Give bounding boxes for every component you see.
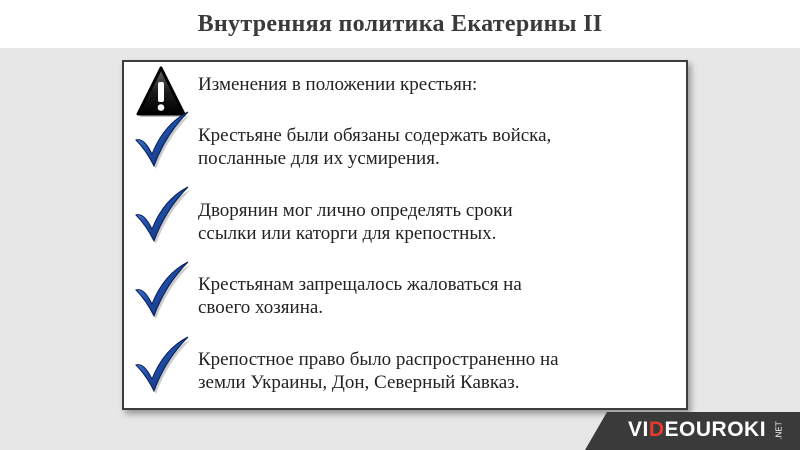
item-serfdom — [198, 348, 678, 394]
item-line: Дворянин мог лично определять сроки — [198, 200, 513, 221]
item-troops — [198, 124, 678, 170]
title-bar — [0, 0, 800, 48]
item-intro — [198, 73, 678, 96]
item-line: Крестьянам запрещалось жаловаться на — [198, 274, 522, 295]
checkmark-icon — [130, 258, 192, 320]
logo-text: VIDEOUROKI — [628, 418, 767, 441]
item-exile — [198, 199, 678, 245]
item-complaints — [198, 273, 678, 319]
checkmark-icon — [130, 333, 192, 395]
slide-title: Внутренняя политика Екатерины II — [197, 10, 603, 37]
item-line: ссылки или каторги для крепостных. — [198, 223, 497, 244]
item-line: своего хозяина. — [198, 297, 324, 318]
item-line: Изменения в положении крестьян: — [198, 74, 478, 95]
item-line: земли Украины, Дон, Северный Кавказ. — [198, 372, 520, 393]
item-line: Крепостное право было распространенно на — [198, 349, 559, 370]
item-line: посланные для их усмирения. — [198, 148, 440, 169]
checkmark-icon — [130, 108, 192, 170]
logo-suffix: .NET — [774, 421, 784, 440]
checkmark-icon — [130, 183, 192, 245]
item-line: Крестьяне были обязаны содержать войска, — [198, 125, 552, 146]
